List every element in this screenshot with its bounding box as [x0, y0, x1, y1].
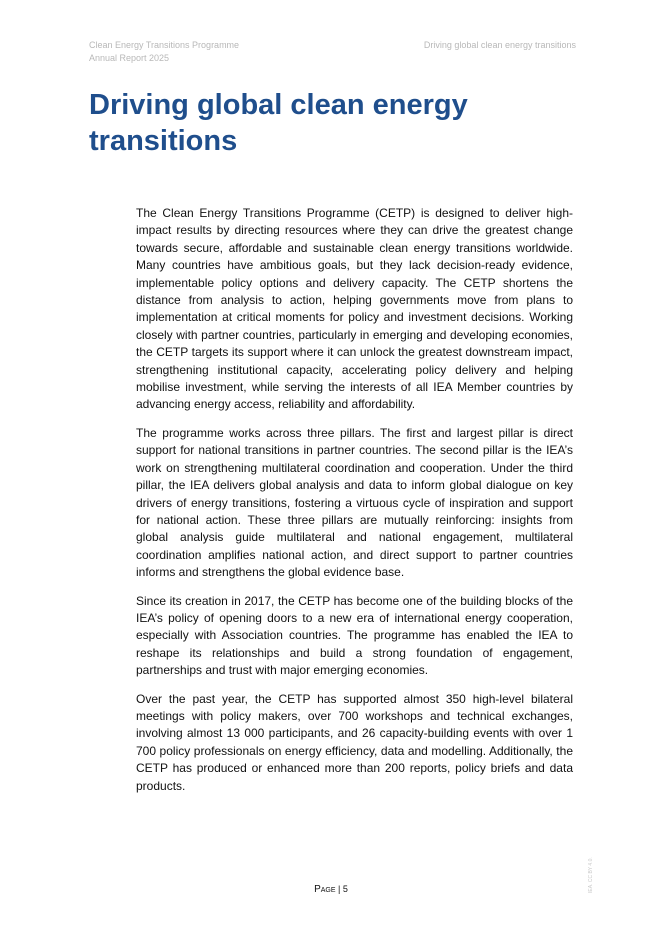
- page-title: Driving global clean energy transitions: [89, 89, 468, 157]
- paragraph: Since its creation in 2017, the CETP has become one of the building blocks of the IEA’s policy of opening doors to a new era of international energy cooperation, especially with Association countries. The programme has enabled the IEA to reshape its relationships and build a strong foundation of engagement, partnerships and trust with major emerging economies.: [136, 593, 573, 678]
- page-number: 5: [342, 884, 348, 894]
- paragraph: The Clean Energy Transitions Programme (CETP) is designed to deliver high-impact results by directing resources where they can drive the greatest change towards secure, affordable and sustainable clean energy transitions worldwide. Many countries have ambitious goals, but they lack decision-ready evidence, implementable policy options and delivery capacity. The CETP shortens the distance from analysis to action, helping governments move from plans to implementation at critical moments for policy and investment decisions. Working closely with partner countries, particularly in emerging and developing economies, the CETP targets its support where it can unlock the greatest downstream impact, strengthening institutional capacity, accelerating policy delivery and helping mobilise investment, while serving the interests of all IEA Member countries by advancing energy access, reliability and affordability.: [136, 206, 573, 412]
- page-label: Page: [314, 884, 336, 895]
- side-license-code: IEA. CC BY 4.0.: [588, 857, 594, 893]
- report-name: Annual Report 2025: [89, 52, 170, 63]
- body-text: [136, 205, 573, 806]
- page-separator: |: [335, 884, 343, 894]
- paragraph: Over the past year, the CETP has supported almost 350 high-level bilateral meetings with policy makers, over 700 workshops and technical exchanges, involving almost 13 000 participants, and 26 capacity-building events with over 1 700 policy professionals on energy efficiency, data and modelling. Additionally, the CETP has produced or enhanced more than 200 reports, policy briefs and data products.: [136, 691, 573, 793]
- programme-name: Clean Energy Transitions Programme: [89, 40, 240, 50]
- page-footer: [0, 884, 662, 895]
- running-header-section: Driving global clean energy transitions: [423, 40, 576, 50]
- running-header-left: [89, 39, 239, 64]
- paragraph: The programme works across three pillars. The first and largest pillar is direct support for national transitions in partner countries. The second pillar is the IEA’s work on strengthening multilateral coordination and cooperation. Under the third pillar, the IEA delivers global analysis and data to inform global dialogue on key drivers of energy transitions, fostering a virtuous cycle of inspiration and support for national action. These three pillars are mutually reinforcing: insights from global analysis guide multilateral and national engagement, multilateral coordination amplifies national action, and direct support to partner countries informs and strengthens the global evidence base.: [136, 425, 573, 580]
